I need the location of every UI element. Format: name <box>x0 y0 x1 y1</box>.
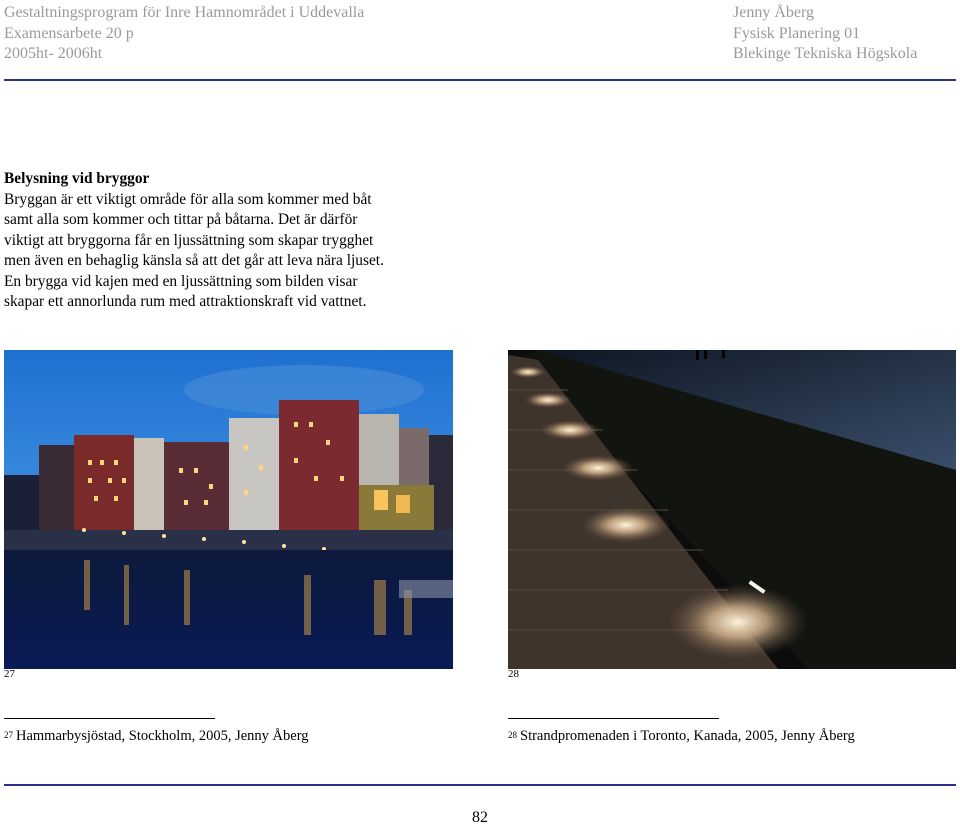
page-number: 82 <box>472 809 488 826</box>
footnote-text: Strandpromenaden i Toronto, Kanada, 2005, Jenny Åberg <box>520 728 855 744</box>
footnote <box>4 727 309 745</box>
figure-number: 28 <box>508 668 519 680</box>
paragraph-line: Bryggan är ett viktigt område för alla som kommer med båt <box>4 190 372 208</box>
footnote-marker: 27 <box>4 730 13 740</box>
header-divider <box>4 79 956 81</box>
footnote-text: Hammarbysjöstad, Stockholm, 2005, Jenny Åberg <box>16 728 309 744</box>
paragraph-line: men även en behaglig känsla så att det går att leva nära ljuset. <box>4 252 384 269</box>
footnote <box>508 727 855 745</box>
footer-divider <box>4 784 956 786</box>
header-right <box>733 3 917 65</box>
paragraph-line: skapar ett annorlunda rum med attraktionskraft vid vattnet. <box>4 293 367 310</box>
paragraph-line: En brygga vid kajen med en ljussättning som bilden visar <box>4 272 358 290</box>
header-author: Jenny Åberg <box>733 4 815 21</box>
figure-number: 27 <box>4 668 15 680</box>
header-course: Examensarbete 20 p <box>4 24 134 42</box>
header-left <box>4 3 364 65</box>
header-program: Fysisk Planering 01 <box>733 24 861 42</box>
header-term: 2005ht- 2006ht <box>4 45 103 62</box>
footnote-divider <box>4 718 215 719</box>
paragraph-line: viktigt att bryggorna får en ljussättning som skapar trygghet <box>4 231 374 249</box>
section-text <box>4 169 474 313</box>
paragraph-line: samt alla som kommer och tittar på båtarna. Det är därför <box>4 211 358 228</box>
footnote-marker: 28 <box>508 730 517 740</box>
photo-hammarbysjostad <box>4 350 453 669</box>
photo-strandpromenaden-toronto <box>508 350 956 669</box>
footnote-divider <box>508 718 719 719</box>
section-title: Belysning vid bryggor <box>4 170 150 187</box>
header-school: Blekinge Tekniska Högskola <box>733 45 918 62</box>
header-title: Gestaltningsprogram för Inre Hamnområdet i Uddevalla <box>4 4 365 21</box>
